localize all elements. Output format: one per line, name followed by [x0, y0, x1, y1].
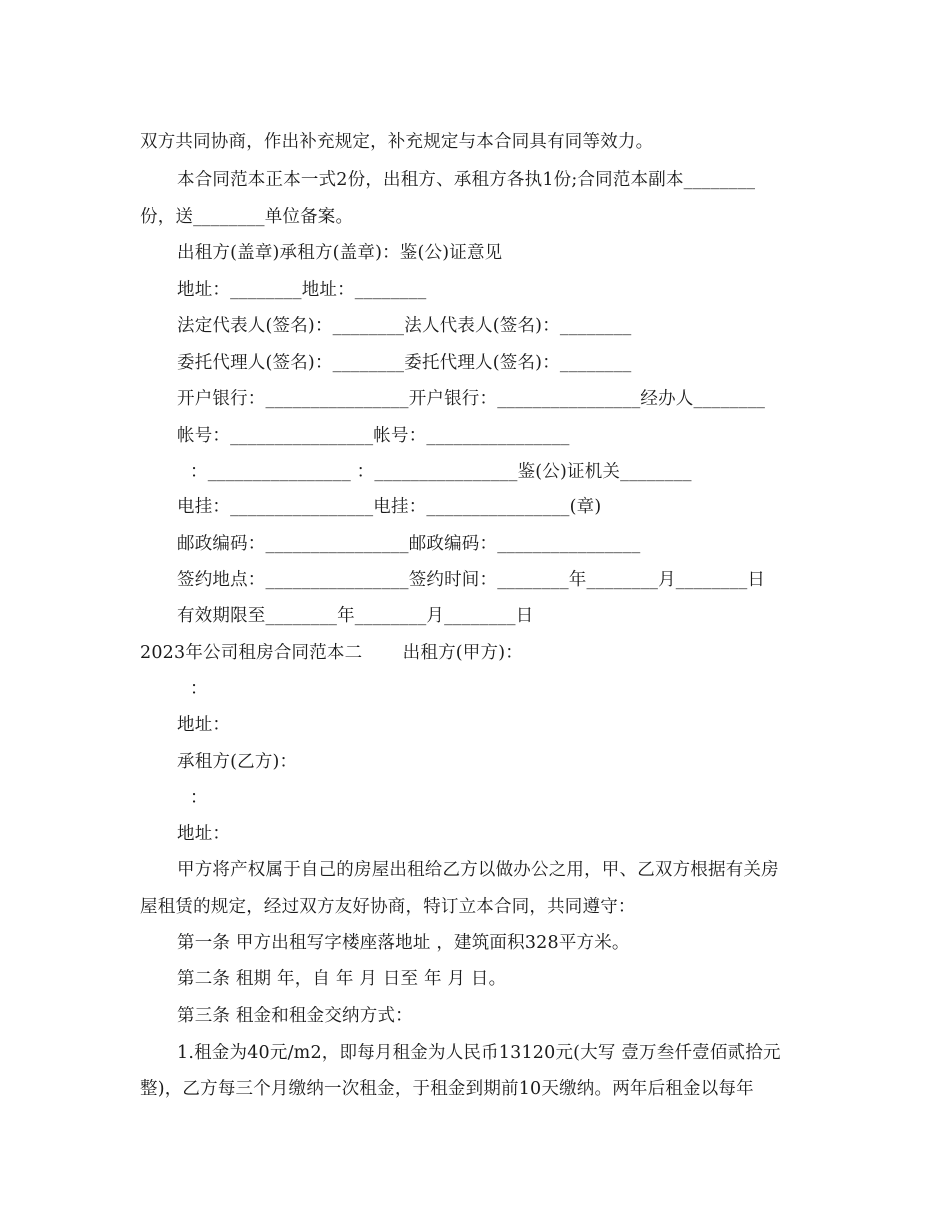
text-line: ： — [190, 788, 208, 808]
text-line: 有效期限至________年________月________日 — [177, 606, 534, 626]
text-line: 签约地点：________________签约时间：________年________月________日 — [177, 570, 766, 590]
text-line: 2023年公司租房合同范本二 出租方(甲方)： — [140, 643, 523, 663]
text-line: 出租方(盖章)承租方(盖章)：鉴(公)证意见 — [177, 243, 503, 263]
text-line: 1.租金为40元/m2，即每月租金为人民币13120元(大写 壹万叁仟壹佰贰拾元 — [177, 1043, 781, 1063]
text-line: 地址：________地址：________ — [177, 280, 427, 300]
text-line: 地址： — [177, 824, 231, 844]
text-line: 法定代表人(签名)：________法人代表人(签名)：________ — [177, 316, 632, 336]
text-line: 电挂：________________电挂：________________(章) — [177, 497, 602, 517]
text-line: 邮政编码：________________邮政编码：________________ — [177, 534, 641, 554]
text-line: 第一条 甲方出租写字楼座落地址 ，建筑面积328平方米。 — [177, 933, 630, 953]
text-line: 份，送________单位备案。 — [140, 207, 354, 227]
text-line: 承租方(乙方)： — [177, 752, 298, 772]
text-line: 第三条 租金和租金交纳方式： — [177, 1006, 413, 1026]
text-line: ：________________ ：________________鉴(公)证机关________ — [190, 462, 692, 482]
text-line: 开户银行：________________开户银行：________________经办人________ — [177, 389, 766, 409]
text-line: 第二条 租期 年，自 年 月 日至 年 月 日。 — [177, 969, 507, 989]
text-line: 帐号：________________帐号：________________ — [177, 426, 570, 446]
text-line: ： — [190, 679, 208, 699]
text-line: 屋租赁的规定，经过双方友好协商，特订立本合同，共同遵守： — [140, 897, 636, 917]
text-line: 委托代理人(签名)：________委托代理人(签名)：________ — [177, 353, 632, 373]
text-line: 地址： — [177, 715, 231, 735]
text-line: 双方共同协商，作出补充规定，补充规定与本合同具有同等效力。 — [140, 132, 654, 152]
text-line: 整)，乙方每三个月缴纳一次租金，于租金到期前10天缴纳。两年后租金以每年 — [140, 1079, 754, 1099]
text-line: 本合同范本正本一式2份，出租方、承租方各执1份;合同范本副本________ — [177, 170, 756, 190]
text-line: 甲方将产权属于自己的房屋出租给乙方以做办公之用，甲、乙双方根据有关房 — [177, 860, 779, 880]
